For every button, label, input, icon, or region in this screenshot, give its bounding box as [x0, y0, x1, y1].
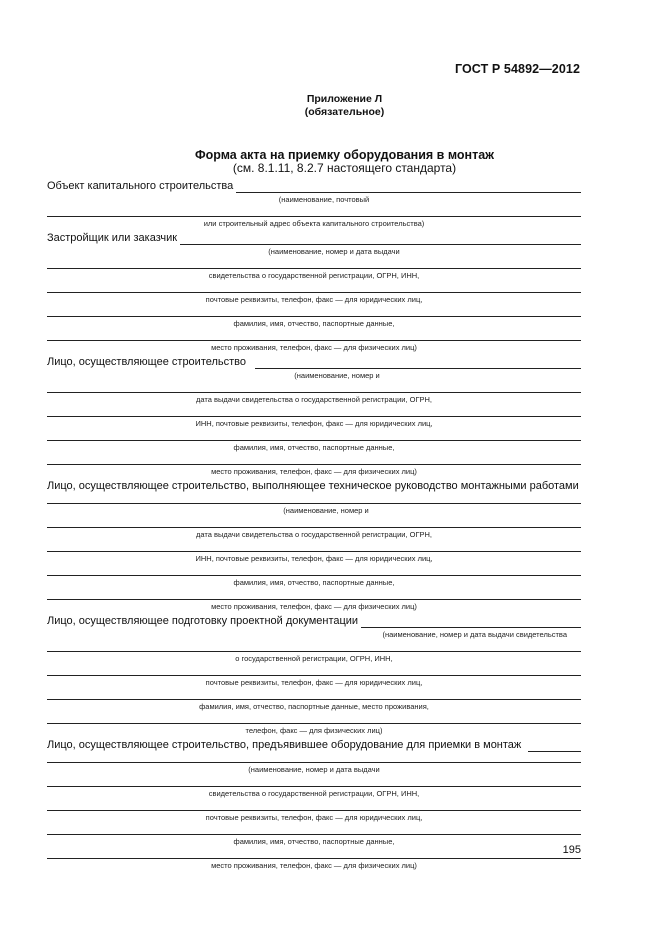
field-hint: фамилия, имя, отчество, паспортные данные, — [233, 578, 395, 587]
fill-line[interactable] — [47, 665, 581, 676]
field-hint: (наименование, номер и дата выдачи свидетельства — [382, 630, 567, 639]
fill-line[interactable] — [47, 382, 581, 393]
fill-line[interactable] — [47, 330, 581, 341]
field-label: Объект капитального строительства — [47, 180, 234, 192]
field-hint: (наименование, номер и — [283, 506, 369, 515]
field-hint: дата выдачи свидетельства о государственной регистрации, ОГРН, — [195, 530, 433, 539]
fill-line[interactable] — [47, 848, 581, 859]
fill-line[interactable] — [47, 800, 581, 811]
annex-title: Приложение Л — [306, 93, 383, 105]
field-technical-supervisor — [47, 478, 581, 493]
field-hint: или строительный адрес объекта капитального строительства) — [203, 219, 425, 228]
fill-line[interactable] — [47, 306, 581, 317]
field-hint: ИНН, почтовые реквизиты, телефон, факс — для юридических лиц, — [195, 554, 433, 563]
fill-line[interactable] — [47, 713, 581, 724]
field-hint: фамилия, имя, отчество, паспортные данные, — [233, 319, 395, 328]
fill-line[interactable] — [47, 454, 581, 465]
field-hint: место проживания, телефон, факс — для физических лиц) — [211, 861, 417, 870]
field-hint: почтовые реквизиты, телефон, факс — для юридических лиц, — [205, 678, 423, 687]
field-hint: место проживания, телефон, факс — для физических лиц) — [211, 467, 417, 476]
fill-line[interactable] — [47, 689, 581, 700]
field-hint: ИНН, почтовые реквизиты, телефон, факс — для юридических лиц, — [195, 419, 433, 428]
fill-line[interactable] — [47, 824, 581, 835]
fill-line[interactable] — [47, 493, 581, 504]
fill-line[interactable] — [255, 356, 581, 369]
fill-line[interactable] — [47, 282, 581, 293]
fill-line[interactable] — [47, 776, 581, 787]
form-subtitle: (см. 8.1.11, 8.2.7 настоящего стандарта) — [232, 161, 457, 175]
field-construction-object — [47, 178, 581, 193]
form-title: Форма акта на приемку оборудования в монтаж — [194, 148, 495, 162]
field-hint: место проживания, телефон, факс — для физических лиц) — [211, 602, 417, 611]
fill-line[interactable] — [47, 641, 581, 652]
act-form — [47, 178, 581, 872]
field-hint: почтовые реквизиты, телефон, факс — для юридических лиц, — [205, 295, 423, 304]
fill-line[interactable] — [47, 565, 581, 576]
fill-line[interactable] — [47, 541, 581, 552]
fill-line[interactable] — [47, 589, 581, 600]
field-label: Застройщик или заказчик — [47, 232, 178, 244]
fill-line[interactable] — [47, 517, 581, 528]
field-label: Лицо, осуществляющее строительство, выполняющее техническое руководство монтажными работами — [47, 480, 579, 492]
field-hint: (наименование, номер и дата выдачи — [248, 765, 380, 774]
field-hint: свидетельства о государственной регистрации, ОГРН, ИНН, — [208, 271, 420, 280]
field-design-preparer — [47, 613, 581, 628]
fill-line[interactable] — [528, 739, 581, 752]
field-hint: свидетельства о государственной регистрации, ОГРН, ИНН, — [208, 789, 420, 798]
fill-line[interactable] — [47, 258, 581, 269]
fill-line[interactable] — [236, 180, 581, 193]
fill-line[interactable] — [47, 430, 581, 441]
field-equipment-presenter — [47, 737, 581, 752]
annex-status: (обязательное) — [304, 106, 385, 118]
field-label: Лицо, осуществляющее строительство, предъявившее оборудование для приемки в монтаж — [47, 739, 522, 751]
field-hint: фамилия, имя, отчество, паспортные данные, место проживания, — [199, 702, 429, 711]
field-builder — [47, 354, 581, 369]
field-hint: фамилия, имя, отчество, паспортные данные, — [233, 837, 395, 846]
field-developer — [47, 230, 581, 245]
field-hint: фамилия, имя, отчество, паспортные данные, — [233, 443, 395, 452]
field-label: Лицо, осуществляющее подготовку проектной документации — [47, 615, 359, 627]
field-hint: телефон, факс — для физических лиц) — [245, 726, 383, 735]
fill-line[interactable] — [47, 406, 581, 417]
fill-line[interactable] — [47, 206, 581, 217]
field-hint: о государственной регистрации, ОГРН, ИНН, — [235, 654, 393, 663]
field-hint: (наименование, номер и дата выдачи — [268, 247, 400, 256]
fill-line[interactable] — [47, 752, 581, 763]
field-label: Лицо, осуществляющее строительство — [47, 356, 247, 368]
field-hint: (наименование, почтовый — [278, 195, 370, 204]
field-hint: место проживания, телефон, факс — для физических лиц) — [211, 343, 417, 352]
field-hint: (наименование, номер и — [294, 371, 380, 380]
fill-line[interactable] — [361, 615, 581, 628]
page-number: 195 — [562, 844, 581, 856]
fill-line[interactable] — [180, 232, 581, 245]
field-hint: дата выдачи свидетельства о государственной регистрации, ОГРН, — [195, 395, 433, 404]
field-hint: почтовые реквизиты, телефон, факс — для юридических лиц, — [205, 813, 423, 822]
standard-number: ГОСТ Р 54892—2012 — [454, 62, 580, 76]
